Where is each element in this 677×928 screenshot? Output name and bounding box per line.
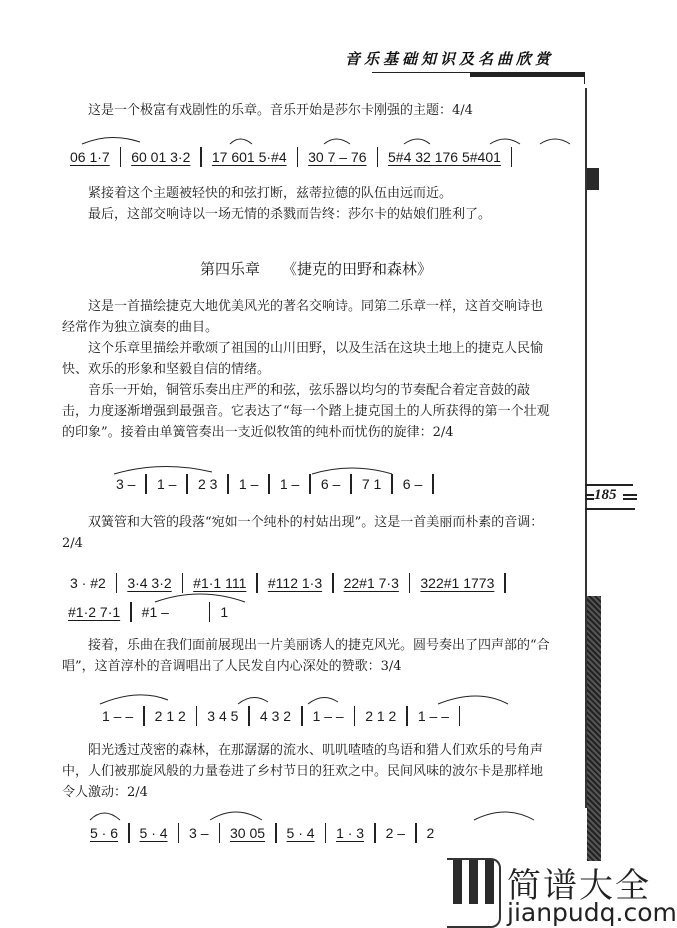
running-header: 音乐基础知识及名曲欣赏	[345, 50, 555, 68]
measure: 22#1 7·3	[343, 575, 399, 591]
measure: 3 –	[116, 476, 136, 492]
measure: 30 05	[230, 825, 266, 841]
measure: 6 –	[402, 476, 423, 492]
measure: 1 – –	[102, 708, 134, 724]
paragraph: 接着，乐曲在我们面前展现出一片美丽诱人的捷克风光。圆号奏出了四声部的“合唱”，这首淳朴的音调唱出了人民发自内心深处的赞歌：3/4	[62, 638, 550, 674]
measure: 1 – –	[417, 708, 449, 724]
paragraph: 阳光透过茂密的森林，在那潺潺的流水、叽叽喳喳的鸟语和猎人们欢乐的号角声中，人们被那旋风般的力量卷进了乡村节日的狂欢之中。民间风味的波尔卡是那样地令人激动：2/4	[62, 743, 544, 800]
paragraph: 这是一首描绘捷克大地优美风光的著名交响诗。同第二乐章一样，这首交响诗也经常作为独立演奏的曲目。	[62, 299, 544, 335]
measure: 3 –	[189, 825, 209, 841]
measure: 322#1 1773	[420, 575, 495, 591]
measure: 3 · #2	[70, 575, 106, 591]
measure: 2 –	[385, 825, 406, 841]
watermark-url: jianpudq.com	[507, 898, 677, 927]
measure: 4 3 2	[259, 708, 292, 724]
score-line-1	[60, 147, 512, 167]
measure: 3 4 5	[207, 708, 239, 724]
header-tick	[584, 72, 585, 84]
measure: 60 01 3·2	[131, 149, 191, 165]
slurs	[86, 806, 536, 822]
score-line-5	[92, 706, 460, 726]
slurs	[60, 590, 240, 604]
paragraph: 紧接着这个主题被轻快的和弦打断，兹蒂拉德的队伍由远而近。	[88, 186, 453, 201]
measure: #1·1 111	[193, 575, 247, 591]
paragraph: 这是一个极富有戏剧性的乐章。音乐开始是莎尔卡刚强的主题：4/4	[88, 103, 473, 118]
slurs	[98, 690, 518, 706]
score-line-4	[58, 602, 238, 622]
measure: #112 1·3	[267, 575, 323, 591]
watermark-logo	[447, 858, 677, 928]
measure: 7 1	[361, 476, 382, 492]
paragraph: 双簧管和大管的段落“宛如一个纯朴的村姑出现”。这是一首美丽而朴素的音调：2/4	[62, 515, 544, 551]
measure: 6 –	[320, 476, 341, 492]
measure: 1 –	[279, 476, 300, 492]
movement-number: 第四乐章	[200, 260, 261, 278]
measure: 30 7 – 76	[308, 149, 367, 165]
page-edge-mark	[587, 168, 599, 190]
measure: 1 · 3	[336, 825, 365, 841]
section-heading	[200, 258, 454, 279]
measure: 1	[220, 604, 229, 620]
paragraph: 最后，这部交响诗以一场无情的杀戮而告终：莎尔卡的姑娘们胜利了。	[88, 207, 492, 222]
measure: 5 · 6	[90, 825, 119, 841]
measure: 2 1 2	[154, 708, 186, 724]
piano-keys-icon	[447, 858, 501, 928]
watermark-cn: 简谱大全	[507, 866, 651, 906]
page-number: 185	[594, 487, 617, 503]
paragraph: 这个乐章里描绘并歌颂了祖国的山川田野，以及生活在这块土地上的捷克人民愉快、欢乐的形象和坚毅自信的情绪。	[62, 341, 544, 377]
measure: 17 601 5·#4	[211, 149, 287, 165]
measure: 2	[426, 825, 435, 841]
slurs	[80, 132, 580, 146]
measure: 2 3	[197, 476, 218, 492]
measure: 3·4 3·2	[127, 575, 172, 591]
measure: 1 –	[238, 476, 259, 492]
header-bar	[470, 73, 585, 77]
measure: #1 –	[141, 604, 169, 620]
paragraph: 音乐一开始，铜管乐奏出庄严的和弦，弦乐器以均匀的节奏配合着定音鼓的敲击，力度逐渐增强到最强音。它表达了“每一个踏上捷克国土的人所获得的第一个壮观的印象”。接着由单簧管奏出一支近似牧笛的纯朴而忧伤的旋律：2/4	[62, 383, 550, 440]
measure: 5#4 32 176 5#401	[388, 149, 501, 165]
measure: 06 1·7	[70, 149, 110, 165]
measure: #1·2 7·1	[68, 604, 121, 620]
score-line-2	[106, 474, 434, 494]
measure: 5 · 4	[286, 825, 315, 841]
measure: 1 –	[156, 476, 177, 492]
measure: 1 – –	[312, 708, 344, 724]
slurs	[112, 462, 532, 476]
measure: 2 1 2	[365, 708, 397, 724]
measure: 5 · 4	[139, 825, 168, 841]
score-line-6	[80, 823, 444, 843]
page-edge-shadow	[587, 596, 601, 861]
movement-title: 《捷克的田野和森林》	[282, 260, 433, 278]
page-number-tab	[585, 484, 637, 510]
